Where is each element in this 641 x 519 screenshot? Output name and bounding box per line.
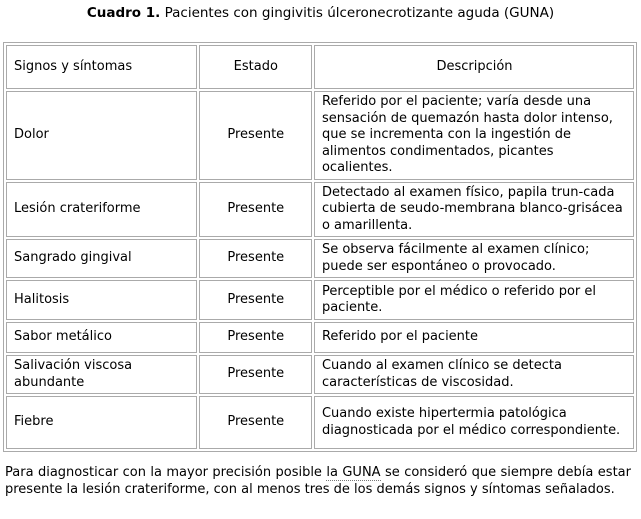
cell-description: Detectado al examen físico, papila trun-cada cubierta de seudo-membrana blanco-grisácea o amarillenta. xyxy=(314,182,634,238)
symptoms-table xyxy=(3,42,637,452)
cell-sign: Dolor xyxy=(6,91,197,180)
table-row xyxy=(6,396,634,449)
cell-sign: Sabor metálico xyxy=(6,322,197,353)
cell-state: Presente xyxy=(199,396,312,449)
cell-state: Presente xyxy=(199,239,312,278)
diagnosis-paragraph xyxy=(5,464,631,498)
caption-text: Pacientes con gingivitis úlceronecrotizante aguda (GUNA) xyxy=(164,5,555,21)
header-description: Descripción xyxy=(314,45,634,89)
table-caption xyxy=(0,4,641,26)
header-state: Estado xyxy=(199,45,312,89)
cell-state: Presente xyxy=(199,280,312,320)
cell-description: Se observa fácilmente al examen clínico; puede ser espontáneo o provocado. xyxy=(314,239,634,278)
cell-state: Presente xyxy=(199,182,312,238)
cell-description: Cuando existe hipertermia patológica diagnosticada por el médico correspondiente. xyxy=(314,396,634,449)
cell-state: Presente xyxy=(199,355,312,394)
cell-state: Presente xyxy=(199,91,312,180)
guna-link[interactable]: la GUNA xyxy=(326,465,381,480)
caption-label: Cuadro 1. xyxy=(86,5,161,21)
table-row xyxy=(6,182,634,238)
cell-sign: Lesión crateriforme xyxy=(6,182,197,238)
cell-description: Cuando al examen clínico se detecta características de viscosidad. xyxy=(314,355,634,394)
table-row xyxy=(6,355,634,394)
cell-sign: Sangrado gingival xyxy=(6,239,197,278)
header-signs: Signos y síntomas xyxy=(6,45,197,89)
cell-description: Perceptible por el médico o referido por el paciente. xyxy=(314,280,634,320)
cell-description: Referido por el paciente; varía desde una sensación de quemazón hasta dolor intenso, que se incrementa con la ingestión de alimentos condimentados, picantes ocalientes. xyxy=(314,91,634,180)
table-row xyxy=(6,91,634,180)
table-row xyxy=(6,280,634,320)
paragraph-text-end: se consideró que siempre debía estar presente la lesión crateriforme, con al menos tres de los demás signos y síntomas señalados. xyxy=(5,465,631,497)
cell-sign: Halitosis xyxy=(6,280,197,320)
paragraph-text-start: Para diagnosticar con la mayor precisión posible xyxy=(5,465,327,480)
cell-sign: Salivación viscosa abundante xyxy=(6,355,197,394)
cell-state: Presente xyxy=(199,322,312,353)
cell-sign: Fiebre xyxy=(6,396,197,449)
table-row xyxy=(6,239,634,278)
cell-description: Referido por el paciente xyxy=(314,322,634,353)
header-row xyxy=(6,45,634,89)
table-row xyxy=(6,322,634,353)
